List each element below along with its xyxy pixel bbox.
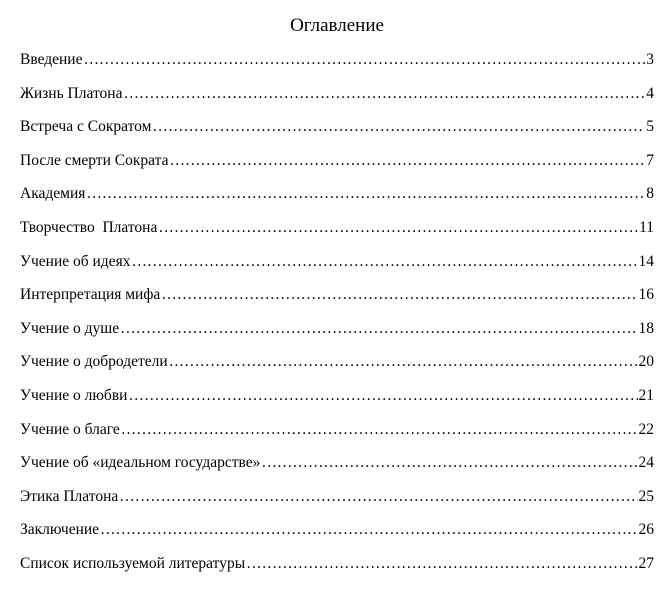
toc-entry-page: 18	[638, 319, 654, 337]
toc-entry-label: Жизнь Платона	[20, 84, 123, 102]
toc-list	[20, 50, 654, 588]
toc-entry-page: 22	[638, 420, 654, 438]
toc-entry-label: Учение об «идеальном государстве»	[20, 454, 261, 472]
dot-leader	[131, 252, 637, 272]
toc-entry-page: 3	[646, 51, 654, 68]
toc-entry-page: 7	[646, 151, 654, 169]
toc-entry-label: Заключение	[20, 521, 100, 539]
toc-entry-page: 11	[639, 218, 654, 236]
toc-entry-life-of-plato	[20, 84, 654, 118]
toc-entry-page: 8	[646, 185, 654, 203]
toc-entry-page: 20	[638, 353, 654, 371]
toc-entry-ethics-of-plato	[20, 487, 654, 521]
toc-entry-page: 16	[638, 286, 654, 304]
toc-entry-label: Введение	[20, 51, 83, 68]
toc-entry-label: Встреча с Сократом	[20, 118, 152, 136]
dot-leader	[83, 50, 645, 70]
dot-leader	[161, 285, 637, 305]
toc-title: Оглавление	[290, 15, 384, 36]
toc-entry-works-of-plato	[20, 218, 654, 252]
toc-entry-academy	[20, 184, 654, 218]
toc-entry-introduction	[20, 50, 654, 84]
dot-leader	[169, 352, 638, 372]
dot-leader	[121, 420, 638, 440]
toc-entry-theory-of-soul	[20, 319, 654, 353]
toc-entry-page: 25	[638, 487, 654, 505]
toc-entry-theory-of-ideas	[20, 252, 654, 286]
toc-entry-theory-of-good	[20, 420, 654, 454]
toc-entry-label: Этика Платона	[20, 487, 119, 505]
dot-leader	[152, 117, 645, 137]
toc-entry-label: Учение о душе	[20, 319, 120, 337]
toc-entry-meeting-socrates	[20, 117, 654, 151]
toc-entry-label: Учение о благе	[20, 420, 120, 438]
toc-entry-label: Творчество Платона	[20, 218, 158, 236]
toc-entry-page: 5	[646, 118, 654, 136]
toc-entry-theory-of-love	[20, 386, 654, 420]
toc-entry-page: 24	[638, 454, 654, 472]
toc-entry-page: 4	[646, 84, 654, 102]
toc-entry-label: Академия	[20, 185, 86, 203]
dot-leader	[100, 520, 637, 540]
dot-leader	[123, 84, 645, 104]
toc-entry-page: 21	[638, 386, 654, 404]
dot-leader	[261, 453, 637, 473]
toc-entry-myth-interpretation	[20, 285, 654, 319]
toc-entry-bibliography	[20, 554, 654, 588]
dot-leader	[246, 554, 637, 574]
toc-entry-label: Интерпретация мифа	[20, 286, 161, 304]
dot-leader	[86, 184, 645, 204]
toc-entry-label: Учение о добродетели	[20, 353, 168, 371]
dot-leader	[169, 151, 645, 171]
toc-entry-theory-of-virtue	[20, 352, 654, 386]
toc-entry-ideal-state	[20, 453, 654, 487]
toc-entry-conclusion	[20, 520, 654, 554]
toc-entry-page: 14	[638, 252, 654, 270]
toc-entry-after-socrates-death	[20, 151, 654, 185]
dot-leader	[119, 487, 637, 507]
dot-leader	[128, 386, 637, 406]
toc-entry-label: Учение о любви	[20, 386, 128, 404]
toc-entry-label: Список используемой литературы	[20, 554, 246, 572]
toc-entry-label: Учение об идеях	[20, 252, 131, 270]
toc-entry-page: 27	[638, 554, 654, 572]
toc-entry-page: 26	[638, 521, 654, 539]
dot-leader	[158, 218, 638, 238]
dot-leader	[120, 319, 637, 339]
toc-entry-label: После смерти Сократа	[20, 151, 169, 169]
